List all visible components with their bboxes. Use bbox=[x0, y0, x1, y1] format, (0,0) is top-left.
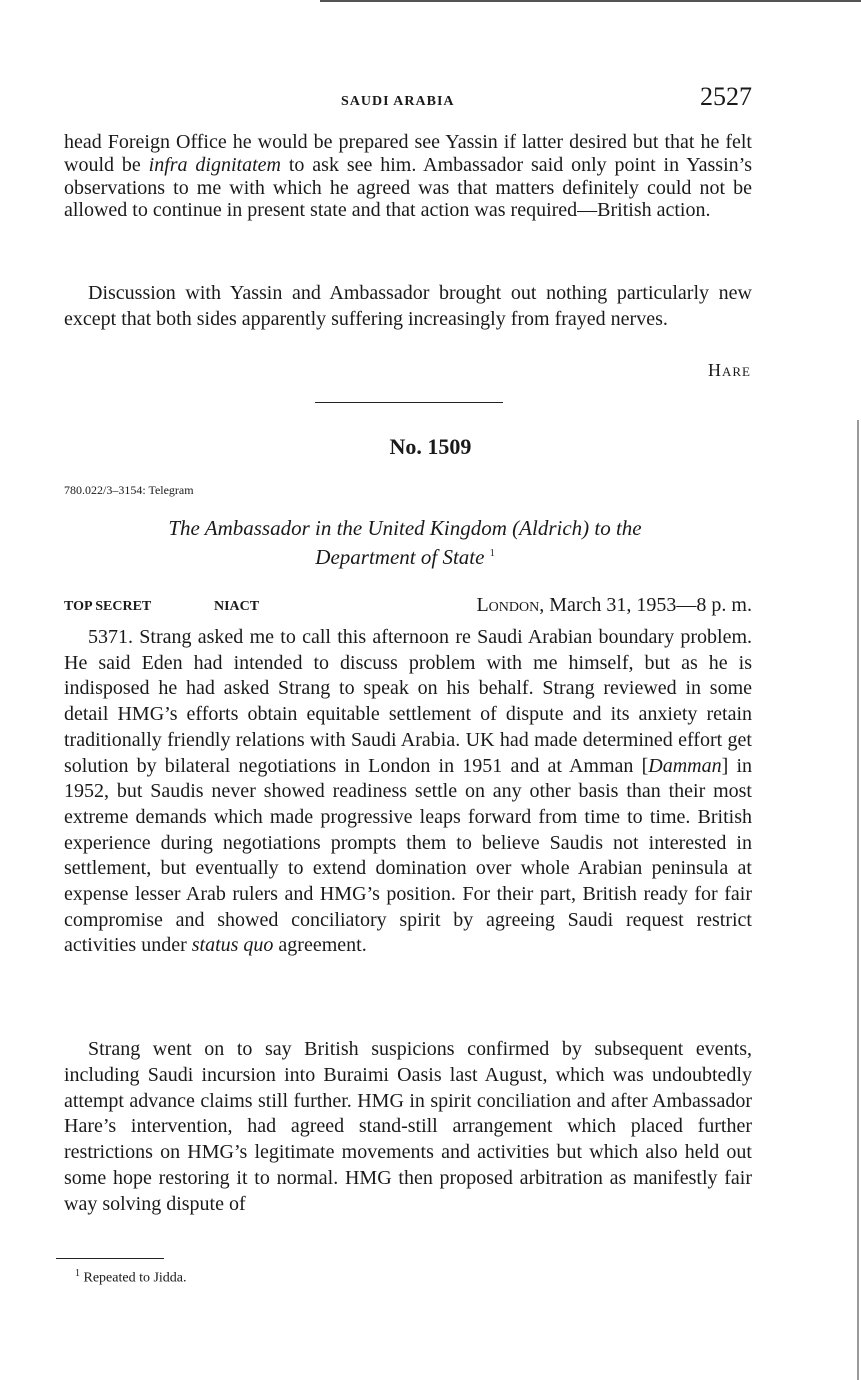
date: , March 31, 1953—8 p. m. bbox=[539, 594, 752, 616]
footnote-mark: 1 bbox=[75, 1268, 80, 1279]
telegram-headline bbox=[64, 594, 752, 620]
footnote-mark: 1 bbox=[489, 548, 495, 559]
footnote-text: Repeated to Jidda. bbox=[83, 1270, 187, 1286]
continuation-paragraph bbox=[64, 131, 752, 222]
footnote bbox=[75, 1268, 187, 1287]
section-divider bbox=[315, 402, 503, 403]
text-segment: agreement. bbox=[273, 934, 367, 957]
document-number: No. 1509 bbox=[389, 434, 472, 459]
page-edge-line bbox=[857, 420, 859, 1380]
text-segment: 5371. Strang asked me to call this afternoon re Saudi Arabian boundary problem. He said Eden had intended to discuss problem with me himself, but as he is indisposed he had asked Strang to speak on his behalf. Strang reviewed in some detail HMG’s efforts obtain equitable settlement of dispute and its anxiety retain traditionally friendly relations with Saudi Arabia. UK had made determined effort get solution by bilateral negotiations in London in 1951 and at Amman [ bbox=[64, 626, 752, 777]
running-head: SAUDI ARABIA bbox=[341, 94, 455, 109]
paragraph: Discussion with Yassin and Ambassador brought out nothing particularly new except that both sides apparently suffering increasingly from frayed nerves. bbox=[64, 282, 752, 330]
body-paragraph bbox=[64, 1037, 752, 1218]
body-paragraph bbox=[64, 625, 752, 959]
priority-marking: NIACT bbox=[214, 599, 260, 614]
text-italic: status quo bbox=[191, 934, 274, 957]
text-segment: head Foreign Office he would be prepared see Yassin if latter desired but that he felt would be bbox=[64, 131, 752, 176]
footnote-rule bbox=[56, 1258, 164, 1259]
text-segment: to ask see him. Ambassador said only point in Yassin’s observations to me with which he agreed was that matters definitely could not be allowed to continue in present state and that action was required—British action. bbox=[64, 153, 752, 222]
document-title bbox=[100, 515, 710, 570]
text-segment: ] in 1952, but Saudis never showed readiness settle on any other basis than their most extreme demands which made progressive leaps forward from time to time. British experience during negotiations prompts them to believe Saudis not interested in settlement, but eventually to extend domination over whole Arabian peninsula at expense lesser Arab rulers and HMG’s position. For their part, British ready for fair compromise and showed conciliatory spirit by agreeing Saudi request restrict activities under bbox=[64, 754, 752, 957]
title-line: Department of State bbox=[315, 545, 485, 569]
page-header bbox=[64, 82, 752, 118]
place: London bbox=[476, 594, 540, 616]
file-reference: 780.022/3–3154: Telegram bbox=[64, 483, 194, 497]
signature: Hare bbox=[708, 360, 751, 380]
classification: TOP SECRET bbox=[64, 599, 152, 614]
page-number: 2527 bbox=[700, 82, 752, 111]
paragraph: Strang went on to say British suspicions confirmed by subsequent events, including Saudi incursion into Buraimi Oasis last August, which was undoubtedly attempt advance claims still further. HMG in spirit conciliation and after Ambassador Hare’s intervention, had agreed stand-still arrangement which placed further restrictions on HMG’s legitimate movements and activities but which also held out some hope restoring it to normal. HMG then proposed arbitration as manifestly fair way solving dispute of bbox=[64, 1038, 752, 1215]
dateline bbox=[476, 594, 752, 617]
text-italic: infra dignitatem bbox=[148, 153, 281, 176]
text-italic: Damman bbox=[648, 754, 722, 777]
top-border-line bbox=[320, 0, 861, 2]
closing-paragraph bbox=[64, 280, 752, 332]
title-line: The Ambassador in the United Kingdom (Aldrich) to the bbox=[168, 516, 642, 540]
